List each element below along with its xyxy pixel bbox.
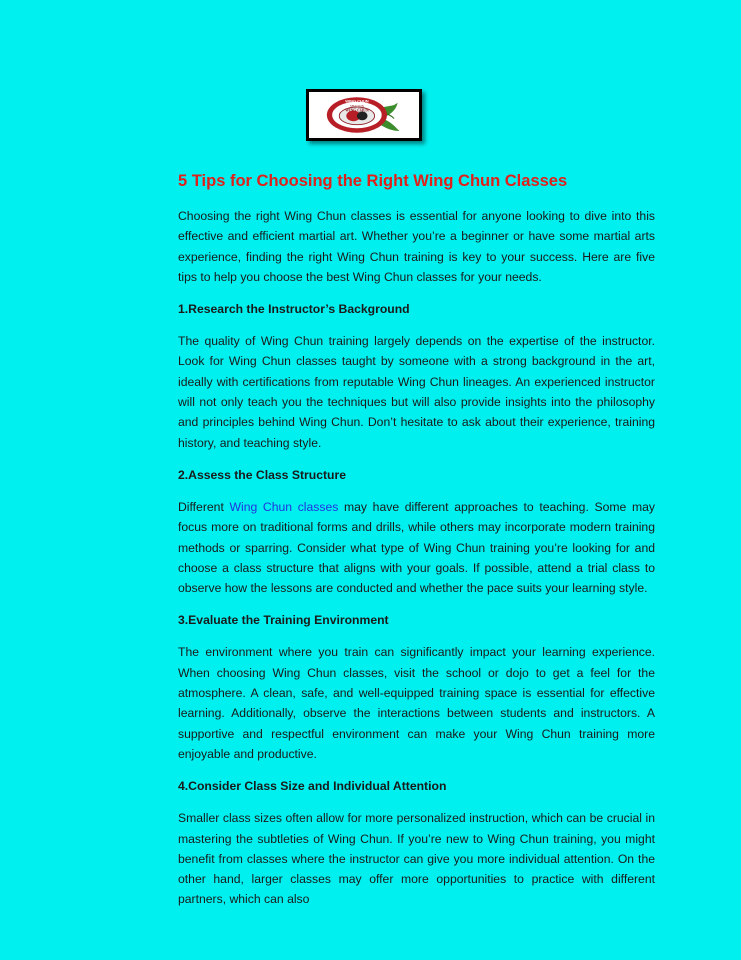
section-heading-4: 4.Consider Class Size and Individual Attention [178,779,447,794]
wing-chun-classes-link[interactable]: Wing Chun classes [229,499,339,514]
section-body-2-start: Different [178,499,230,514]
section-heading-1: 1.Research the Instructor’s Background [178,302,410,317]
logo-center-text: WING CHUN [345,108,369,113]
section-body-2-end: may have different approaches to teaching. Some may focus more on traditional forms and drills, while others may incorporate modern training methods or sparring. Consider what type of Wing Chun training you’re looking for and choose a class structure that aligns with your goals. If possible, attend a trial class to observe how the lessons are conducted and whether the pace suits your learning style. [178,499,655,596]
section-heading-2: 2.Assess the Class Structure [178,467,346,482]
section-body-2 [178,497,655,598]
logo-arc-text: WING CHUN [345,98,369,104]
logo-school-text: SHAOLIN [349,104,364,109]
school-logo [306,89,422,141]
wing-chun-logo-image [309,92,419,138]
section-heading-3: 3.Evaluate the Training Environment [178,613,389,628]
section-body-4: Smaller class sizes often allow for more personalized instruction, which can be crucial in mastering the subtleties of Wing Chun. If you’re new to Wing Chun training, you might benefit from classes where the instructor can give you more individual attention. On the other hand, larger classes may offer more opportunities to practice with different partners, which can also [178,811,655,907]
section-body-1: The quality of Wing Chun training largely depends on the expertise of the instructor. Look for Wing Chun classes taught by someone with a strong background in the art, ideally with certifications from reputable Wing Chun lineages. An experienced instructor will not only teach you the techniques but will also provide insights into the philosophy and principles behind Wing Chun. Don’t hesitate to ask about their experience, training history, and teaching style. [178,334,655,450]
section-body-3: The environment where you train can significantly impact your learning experience. When choosing Wing Chun classes, visit the school or dojo to get a feel for the atmosphere. A clean, safe, and well-equipped training space is essential for effective learning. Additionally, observe the interactions between students and instructors. A supportive and respectful environment can make your Wing Chun training more enjoyable and productive. [178,645,655,761]
intro-paragraph: Choosing the right Wing Chun classes is essential for anyone looking to dive into this effective and efficient martial art. Whether you’re a beginner or have some martial arts experience, finding the right Wing Chun training is key to your success. Here are five tips to help you choose the best Wing Chun classes for your needs. [178,209,655,284]
article [178,170,655,923]
article-title: 5 Tips for Choosing the Right Wing Chun Classes [178,172,568,190]
